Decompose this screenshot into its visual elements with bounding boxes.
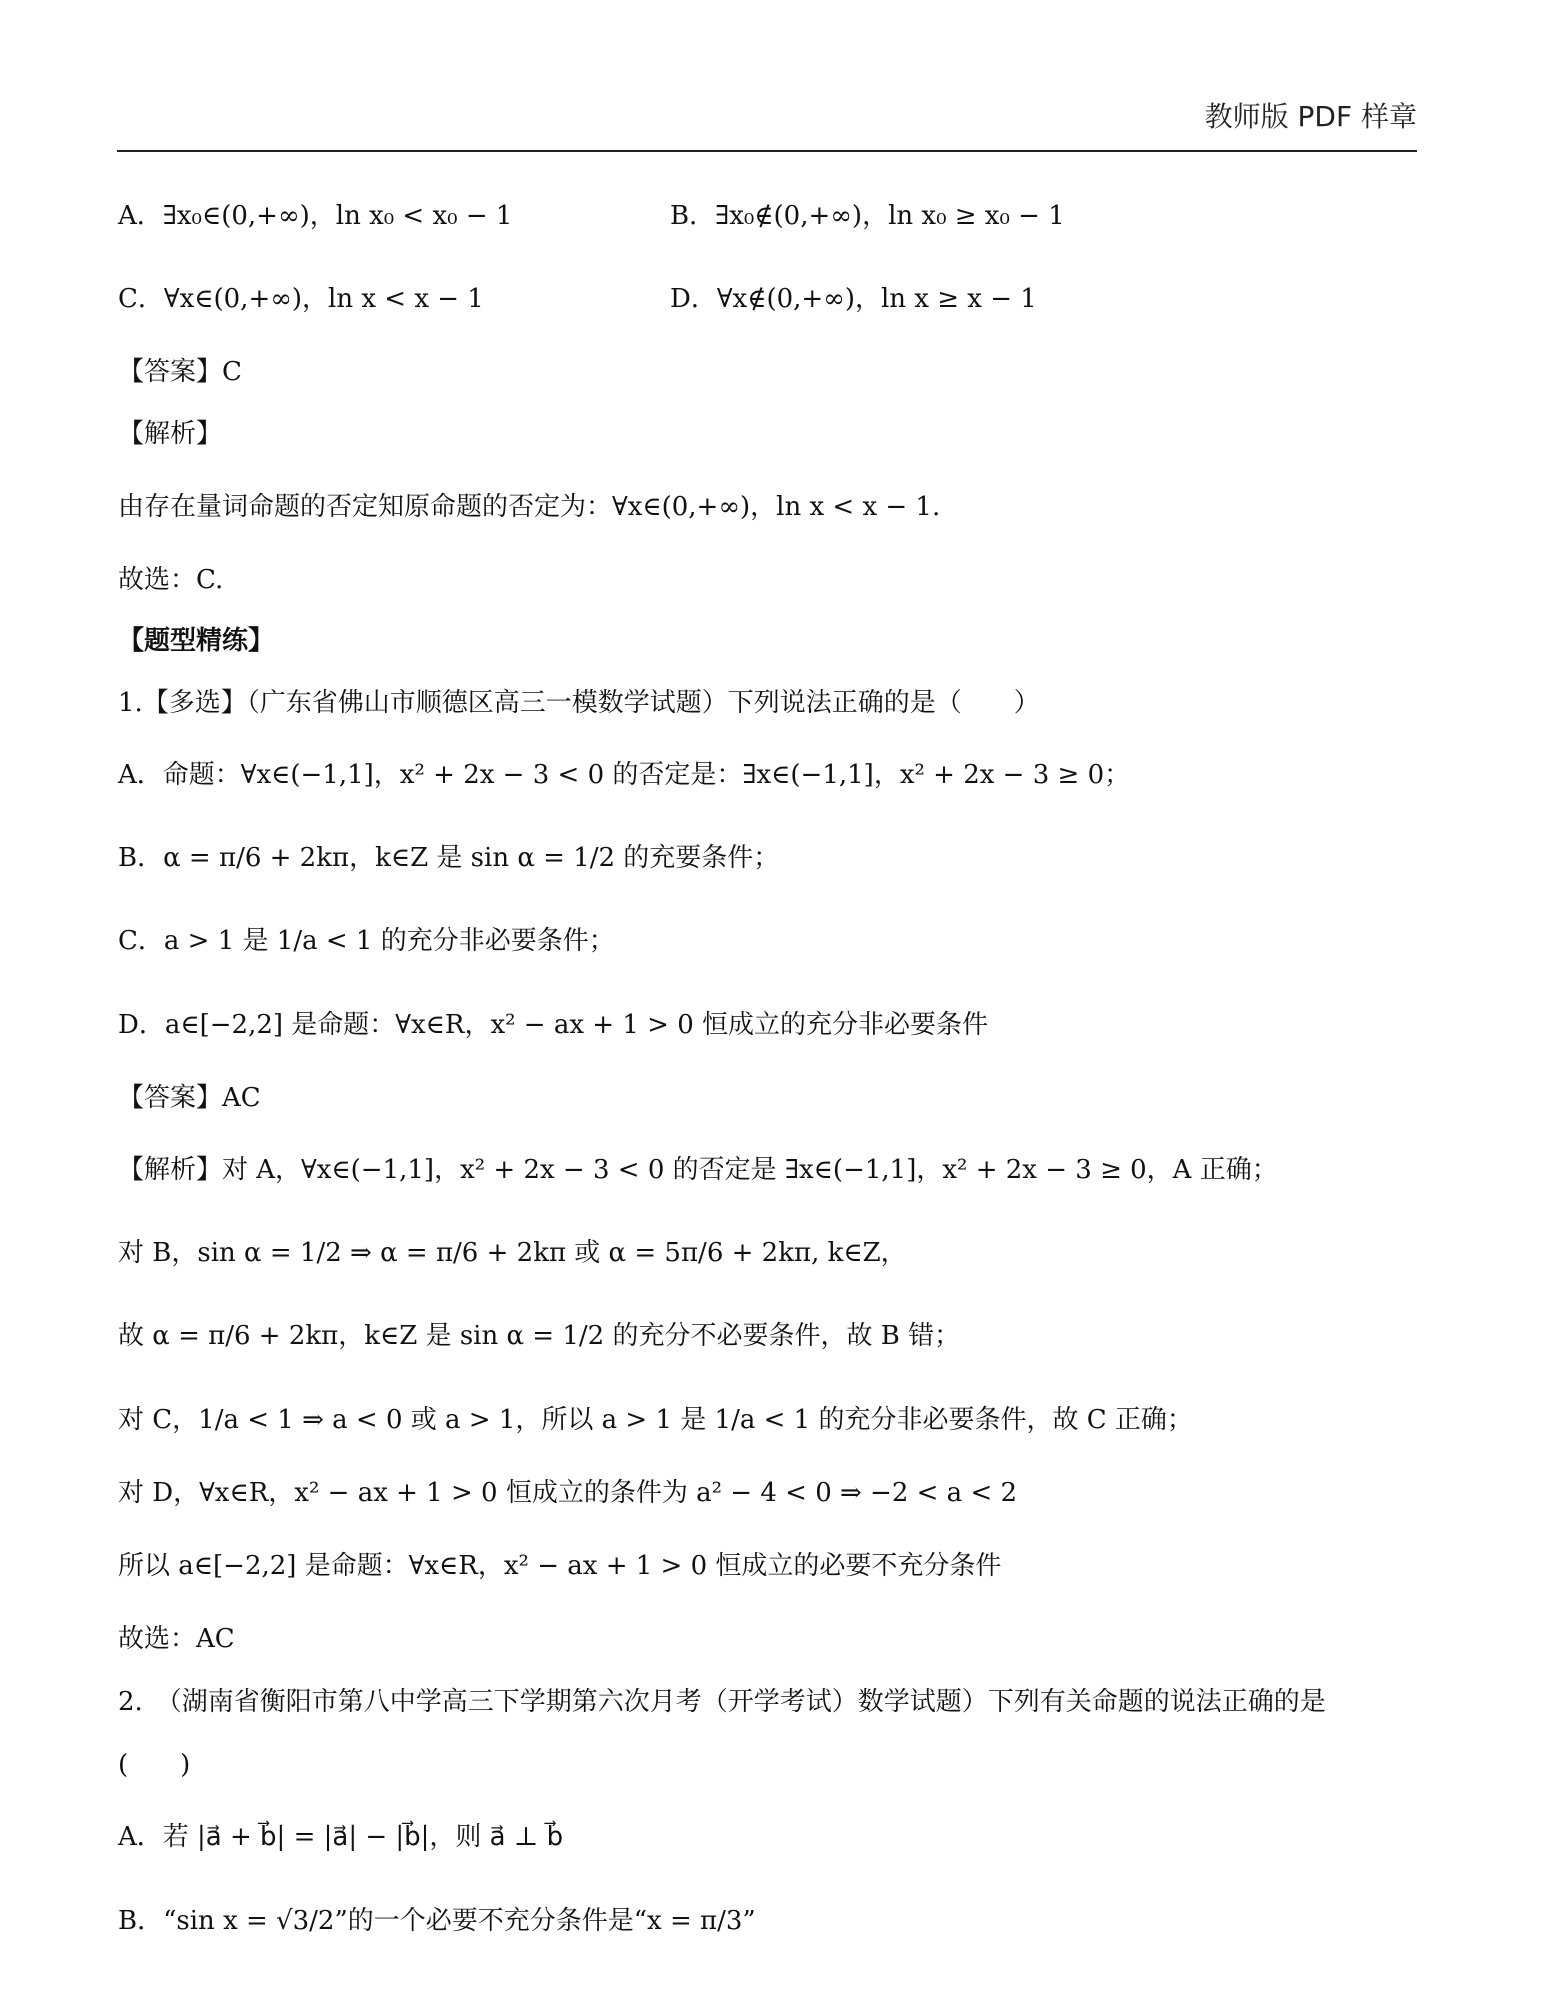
question-2-option-b: B．“sin x = √3/2”的一个必要不充分条件是“x = π/3” (118, 1906, 756, 1936)
option-d-line: D．∀x∉(0,+∞)，ln x ≥ x − 1 (670, 284, 1037, 314)
question-1-option-a: A．命题：∀x∈(−1,1]，x² + 2x − 3 < 0 的否定是：∃x∈(−1,1]，x² + 2x − 3 ≥ 0； (118, 760, 1131, 790)
question-1-analysis-d-conclusion: 所以 a∈[−2,2] 是命题：∀x∈R，x² − ax + 1 > 0 恒成立的必要不充分条件 (118, 1551, 1002, 1581)
option-a-line: A．∃x₀∈(0,+∞)，ln x₀ < x₀ − 1 (118, 201, 513, 231)
analysis-label: 【解析】 (118, 419, 223, 449)
option-b-line: B．∃x₀∉(0,+∞)，ln x₀ ≥ x₀ − 1 (670, 201, 1065, 231)
header-divider (117, 150, 1417, 152)
question-1-option-d: D．a∈[−2,2] 是命题：∀x∈R，x² − ax + 1 > 0 恒成立的充分非必要条件 (118, 1010, 988, 1040)
question-1-analysis-c: 对 C，1/a < 1 ⇒ a < 0 或 a > 1，所以 a > 1 是 1/a < 1 的充分非必要条件，故 C 正确； (118, 1405, 1193, 1435)
question-1-choose: 故选：AC (118, 1624, 235, 1654)
question-2-option-a: A．若 |a⃗ + b⃗| = |a⃗| − |b⃗|，则 a⃗ ⊥ b⃗ (118, 1822, 564, 1852)
choose-text: 故选：C. (118, 565, 224, 595)
answer-label: 【答案】C (118, 357, 242, 387)
section-heading: 【题型精练】 (118, 626, 275, 656)
question-1-analysis-b-conclusion: 故 α = π/6 + 2kπ，k∈Z 是 sin α = 1/2 的充分不必要条件，故 B 错； (118, 1321, 961, 1351)
question-1-option-c: C．a > 1 是 1/a < 1 的充分非必要条件； (118, 926, 615, 956)
question-2-stem-paren: ( ) (118, 1750, 191, 1780)
question-1-analysis-d: 对 D，∀x∈R，x² − ax + 1 > 0 恒成立的条件为 a² − 4 < 0 ⇒ −2 < a < 2 (118, 1478, 1018, 1508)
question-1-answer: 【答案】AC (118, 1083, 261, 1113)
analysis-text: 由存在量词命题的否定知原命题的否定为：∀x∈(0,+∞)，ln x < x − 1. (118, 492, 941, 522)
option-c-line: C．∀x∈(0,+∞)，ln x < x − 1 (118, 284, 484, 314)
question-2-stem: 2. （湖南省衡阳市第八中学高三下学期第六次月考（开学考试）数学试题）下列有关命题的说法正确的是 (118, 1687, 1326, 1717)
question-1-option-b: B．α = π/6 + 2kπ，k∈Z 是 sin α = 1/2 的充要条件； (118, 843, 780, 873)
header-title: 教师版 PDF 样章 (1204, 100, 1417, 133)
question-1-stem: 1.【多选】（广东省佛山市顺德区高三一模数学试题）下列说法正确的是（ ） (118, 688, 1040, 718)
question-1-analysis-b: 对 B，sin α = 1/2 ⇒ α = π/6 + 2kπ 或 α = 5π/6 + 2kπ, k∈Z， (118, 1238, 907, 1268)
question-1-analysis-a: 【解析】对 A，∀x∈(−1,1]，x² + 2x − 3 < 0 的否定是 ∃x∈(−1,1]，x² + 2x − 3 ≥ 0，A 正确； (118, 1155, 1278, 1185)
